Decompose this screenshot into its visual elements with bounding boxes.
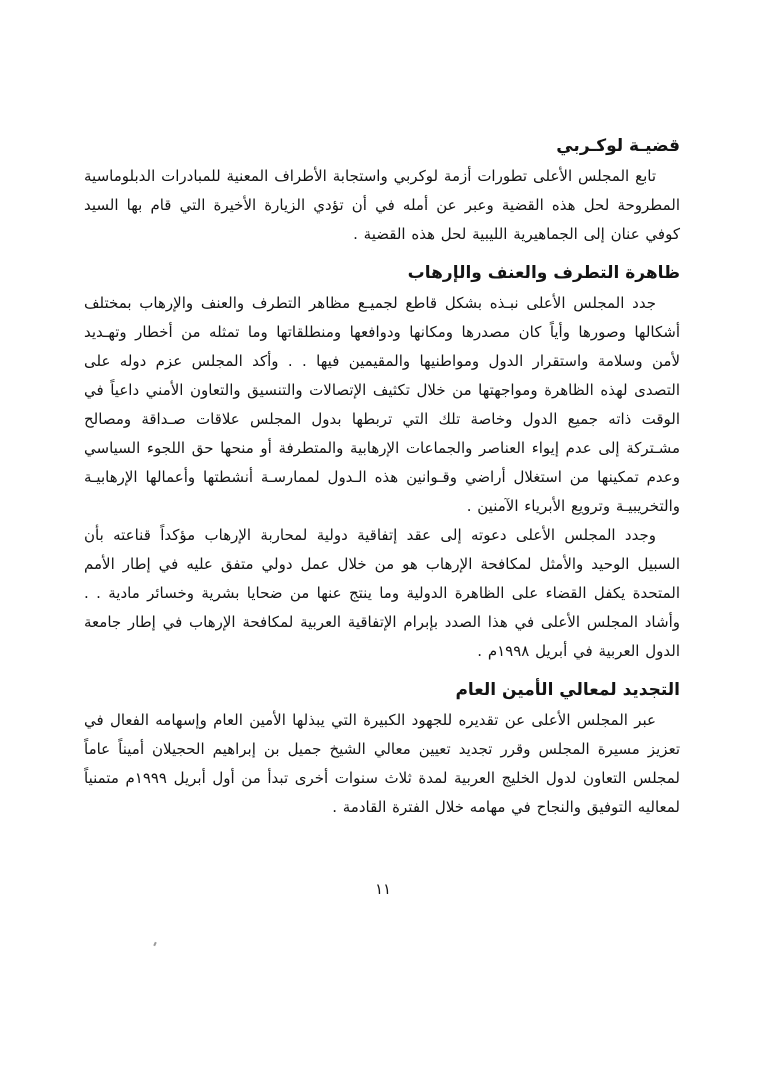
paragraph-secretary-general: عبر المجلس الأعلى عن تقديره للجهود الكبيرة التي يبذلها الأمين العام وإسهامه الفعال في تعزيز مسيرة المجلس وقرر تجديد تعيين معالي الشيخ جميل بن إبراهيم الحجيلان أميناً عاماً لمجلس التعاون لدول الخليج العربية لمدة ثلاث سنوات أخرى تبدأ من أول أبريل ١٩٩٩م متمنياً لمعاليه التوفيق والنجاح في مهامه خلال الفترة القادمة . [84,711,680,816]
heading-extremism-violence-terrorism: ظاهرة التطرف والعنف والإرهاب [407,263,680,283]
heading-lockerbie-case: قضيـة لوكـربي [556,136,680,156]
paragraph-international-convention: وجدد المجلس الأعلى دعوته إلى عقد إتفاقية دولية لمحاربة الإرهاب مؤكداً قناعته بأن السبيل الوحيد والأمثل لمكافحة الإرهاب هو من خلال عمل دولي متفق عليه في إطار الأمم المتحدة يكفل القضاء على الظاهرة الدولية وما ينتج عنها من ضحايا بشرية وخسائر مادية . . وأشاد المجلس الأعلى في هذا الصدد بإبرام الإتفاقية العربية لمكافحة الإرهاب في إطار جامعة الدول العربية في أبريل ١٩٩٨م . [84,526,680,660]
scan-artifact-speck [153,942,157,946]
page-number: ١١ [374,880,392,898]
paragraph-lockerbie: تابع المجلس الأعلى تطورات أزمة لوكربي واستجابة الأطراف المعنية للمبادرات الدبلوماسية المطروحة لحل هذه القضية وعبر عن أمله في أن تؤدي الزيارة الأخيرة التي قام بها السيد كوفي عنان إلى الجماهيرية الليبية لحل هذه القضية . [84,167,680,243]
heading-secretary-general-renewal: التجديد لمعالي الأمين العام [455,680,680,700]
paragraph-terrorism-rejection: جدد المجلس الأعلى نبـذه بشكل قاطع لجميـع مظاهر التطرف والعنف والإرهاب بمختلف أشكالها وصورها وأياً كان مصدرها ومكانها ودوافعها ومنطلقاتها وما تمثله من أخطار وتهـديد لأمن وسلامة واستقرار الدول ومواطنيها والمقيمين فيها . . وأكد المجلس عزم دوله على التصدى لهذه الظاهرة ومواجهتها من خلال تكثيف الإتصالات والتنسيق والتعاون الأمني داعياً في الوقت ذاته جميع الدول وخاصة تلك التي تربطها بدول المجلس علاقات صـداقة ومصالح مشـتركة إلى عدم إيواء العناصر والجماعات الإرهابية والمتطرفة أو منحها حق اللجوء السياسي وعدم تمكينها من استغلال أراضي وقـوانين هذه الـدول لممارسـة أنشطتها وأعمالها الإرهابيـة والتخريبيـة وترويع الأبرياء الآمنين . [84,294,680,515]
document-content [84,136,680,822]
